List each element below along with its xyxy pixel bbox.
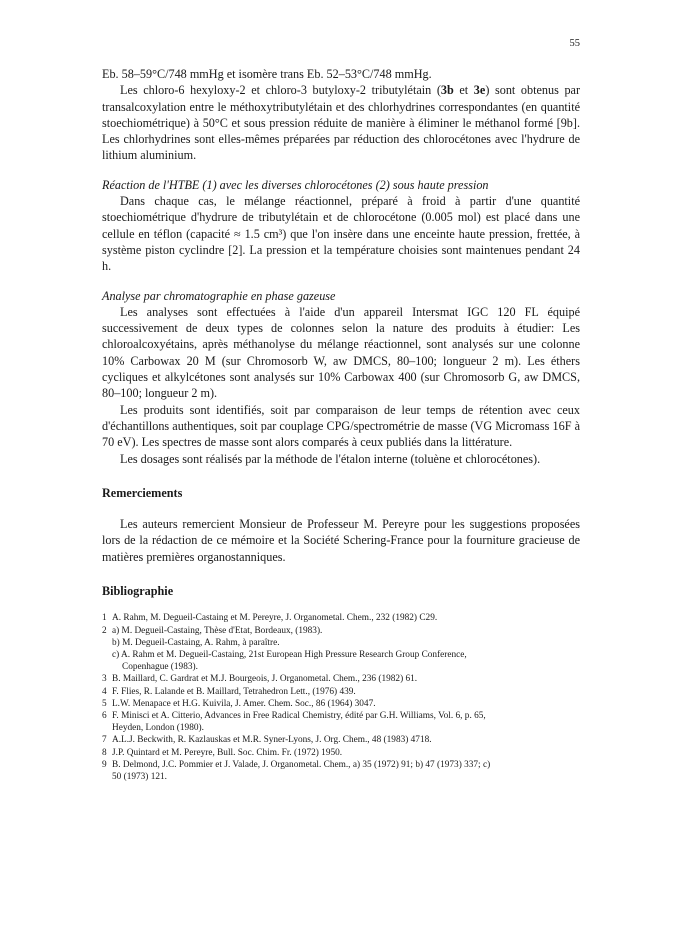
heading-bibliographie: Bibliographie (102, 584, 174, 599)
paragraph-dosage: Les dosages sont réalisés par la méthode de l'étalon interne (toluène et chlorocétones). (120, 451, 541, 466)
paragraph-boiling-points: Eb. 58–59°C/748 mmHg et isomère trans Eb. 52–53°C/748 mmHg. (102, 67, 432, 81)
reference-list (102, 612, 580, 783)
reference-item: 9 B. Delmond, J.C. Pommier et J. Valade, J. Organometal. Chem., a) 35 (1972) 91; b) 47 (1973) 337; c) (102, 759, 491, 770)
reference-item: 4 F. Flies, R. Lalande et B. Maillard, Tetrahedron Lett., (1976) 439. (102, 686, 356, 697)
section-heading-chromatography: Analyse par chromatographie en phase gazeuse (102, 288, 336, 303)
heading-remerciements: Remerciements (102, 485, 183, 500)
reference-item: 7 A.L.J. Beckwith, R. Kazlauskas et M.R. Syner-Lyons, J. Org. Chem., 48 (1983) 4718. (102, 735, 432, 746)
paragraph-identification: Les produits sont identifiés, soit par comparaison de leur temps de rétention avec ceux d'échantillons authentiques, soit par couplage CPG/spectrométrie de masse (VG Micromass 16F à 70 eV). Les spectres de masse sont alors comparés à ceux publiés dans la littérature. (102, 402, 580, 450)
reference-continuation: Heyden, London (1980). (112, 723, 204, 734)
reference-continuation: 50 (1973) 121. (112, 771, 168, 782)
compound-ref-3b: 3b (440, 83, 454, 98)
compound-ref-3e: 3e (473, 83, 486, 98)
section-heading-htbe-reaction: Réaction de l'HTBE (1) avec les diverses chlorocétones (2) sous haute pression (102, 177, 489, 192)
reference-item: 2 a) M. Degueil-Castaing, Thèse d'Etat, Bordeaux, (1983). (102, 625, 323, 636)
reference-item: 8 J.P. Quintard et M. Pereyre, Bull. Soc. Chim. Fr. (1972) 1950. (102, 747, 343, 758)
reference-item: 1 A. Rahm, M. Degueil-Castaing et M. Pereyre, J. Organometal. Chem., 232 (1982) C29. (102, 613, 438, 624)
paragraph-acknowledgements: Les auteurs remercient Monsieur de Professeur M. Pereyre pour les suggestions proposées lors de la rédaction de ce mémoire et la Société Schering-France pour la fourniture gracieuse de matières premières organostanniques. (102, 517, 580, 564)
paragraph-high-pressure: Dans chaque cas, le mélange réactionnel, préparé à froid à partir d'une quantité stoechiométrique d'hydrure de tributylétain et de chlorocétone (0.005 mol) est placé dans une cellule en téflon (capacité ≈ 1.5 cm³) que l'on insère dans une enceinte haute pression, frettée, à système piston cyclindre [2]. La pression et la température choisies sont maintenues pendant 24 h. (102, 194, 580, 274)
reference-subitem: b) M. Degueil-Castaing, A. Rahm, à paraître. (112, 637, 280, 648)
reference-item: 5 L.W. Menapace et H.G. Kuivila, J. Amer. Chem. Soc., 86 (1964) 3047. (102, 698, 376, 709)
reference-continuation: Copenhague (1983). (122, 662, 198, 673)
article-body (102, 66, 580, 783)
paragraph-gc-analysis: Les analyses sont effectuées à l'aide d'un appareil Intersmat IGC 120 FL équipé successivement de deux types de colonnes selon la nature des produits à étudier: Les chloroalcoxyétains, après méthanolyse du mélange réactionnel, sont analysés sur une colonne 10% Carbowax 20 M (sur Chromosorb W, aw DMCS, 80–100; longueur 2 m). Les éthers cycliques et alkylcétones sont analysés sur 10% Carbowax 400 (sur Chromosorb G, aw DMCS, 80–100; longueur 2 m). (102, 304, 580, 401)
reference-subitem: c) A. Rahm et M. Degueil-Castaing, 21st European High Pressure Research Group Conference, (112, 649, 467, 660)
page-number: 55 (569, 38, 580, 49)
reference-item: 3 B. Maillard, C. Gardrat et M.J. Bourgeois, J. Organometal. Chem., 236 (1982) 61. (102, 674, 418, 685)
reference-item: 6 F. Minisci et A. Citterio, Advances in Free Radical Chemistry, édité par G.H. Williams, Vol. 6, p. 65, (102, 710, 486, 721)
paragraph-chloroalkoxy-synthesis: Les chloro-6 hexyloxy-2 et chloro-3 butyloxy-2 tributylétain (3b et 3e) sont obtenus par transalcoxylation entre le méthoxytributylétain et des chlorhydrines correspondantes (en quantité stoechiométrique) à 50°C et sous pression réduite de manière à éliminer le méthanol formé [9b]. Les chlorhydrines sont elles-mêmes préparées par réduction des chlorocétones avec l'hydrure de lithium aluminium. (102, 83, 581, 163)
